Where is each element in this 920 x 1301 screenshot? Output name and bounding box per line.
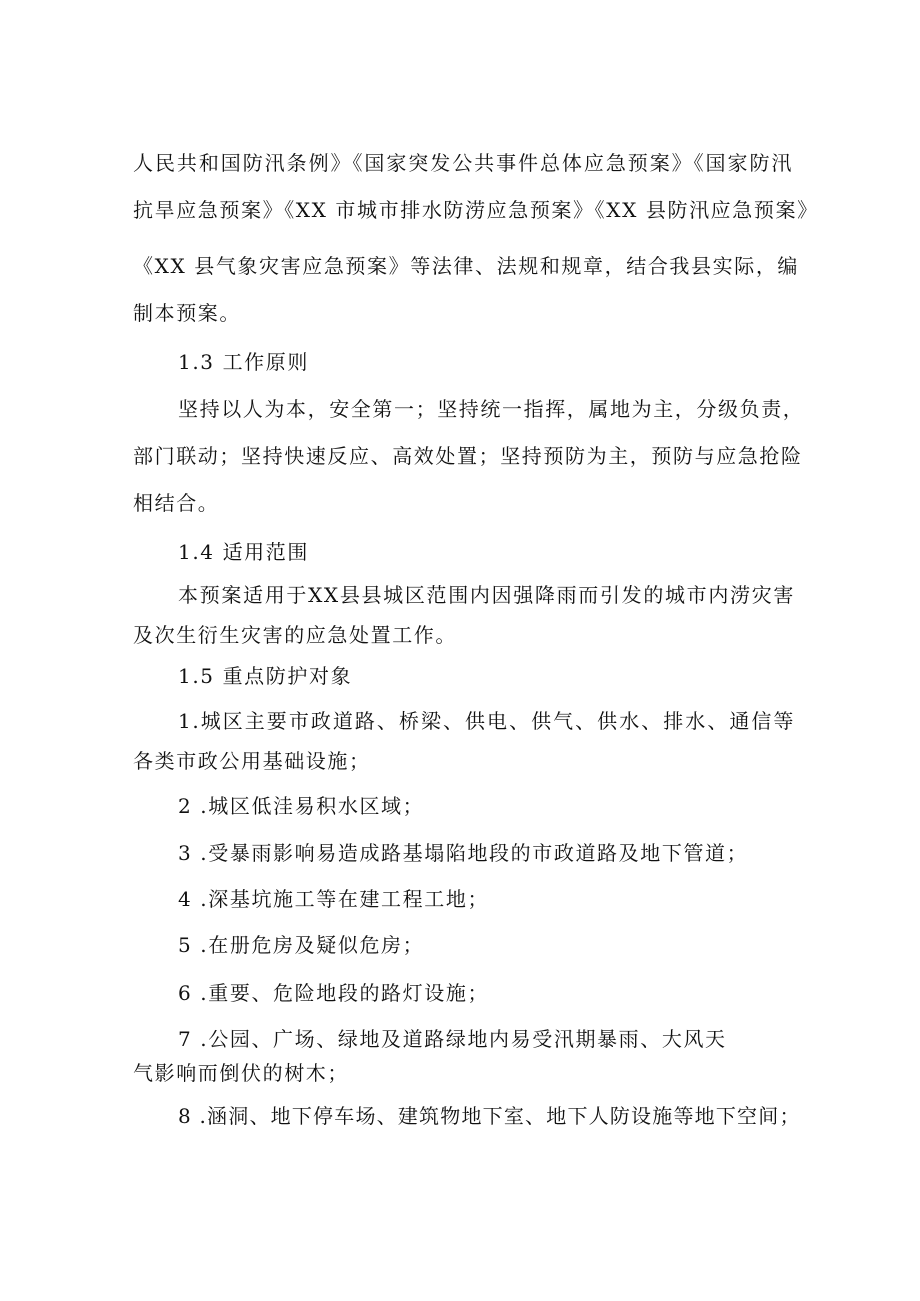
paragraph-line: 人民共和国防汛条例》《国家突发公共事件总体应急预案》《国家防汛 <box>133 151 793 175</box>
paragraph-line: 部门联动；坚持快速反应、高效处置；坚持预防为主，预防与应急抢险 <box>133 444 803 468</box>
list-item-line: 7 .公园、广场、绿地及道路绿地内易受汛期暴雨、大风天 <box>178 1027 727 1051</box>
list-item-line: 2 .城区低洼易积水区域； <box>178 794 425 818</box>
paragraph-line: 制本预案。 <box>133 301 241 325</box>
paragraph-line: 《XX 县气象灾害应急预案》等法律、法规和规章，结合我县实际，编 <box>133 254 800 278</box>
paragraph-line: 相结合。 <box>133 491 220 515</box>
paragraph-line: 本预案适用于XX县县城区范围内因强降雨而引发的城市内涝灾害 <box>178 583 795 607</box>
list-item-line: 8 .涵洞、地下停车场、建筑物地下室、地下人防设施等地下空间； <box>178 1104 801 1128</box>
section-heading-1-3: 1.3 工作原则 <box>178 350 309 374</box>
section-heading-1-4: 1.4 适用范围 <box>178 540 309 564</box>
paragraph-line: 坚持以人为本，安全第一；坚持统一指挥，属地为主，分级负责， <box>178 397 805 421</box>
section-heading-1-5: 1.5 重点防护对象 <box>178 664 353 688</box>
paragraph-line: 抗旱应急预案》《XX 市城市排水防涝应急预案》《XX 县防汛应急预案》 <box>133 198 819 222</box>
list-item-line: 4 .深基坑施工等在建工程工地； <box>178 887 490 911</box>
list-item-line: 1.城区主要市政道路、桥梁、供电、供气、供水、排水、通信等 <box>178 709 795 733</box>
paragraph-line: 及次生衍生灾害的应急处置工作。 <box>133 623 457 647</box>
list-item-line: 5 .在册危房及疑似危房； <box>178 933 425 957</box>
list-item-line: 6 .重要、危险地段的路灯设施； <box>178 981 490 1005</box>
list-item-line: 气影响而倒伏的树木； <box>133 1061 349 1085</box>
list-item-line: 各类市政公用基础设施； <box>133 749 371 773</box>
list-item-line: 3 .受暴雨影响易造成路基塌陷地段的市政道路及地下管道； <box>178 841 749 865</box>
